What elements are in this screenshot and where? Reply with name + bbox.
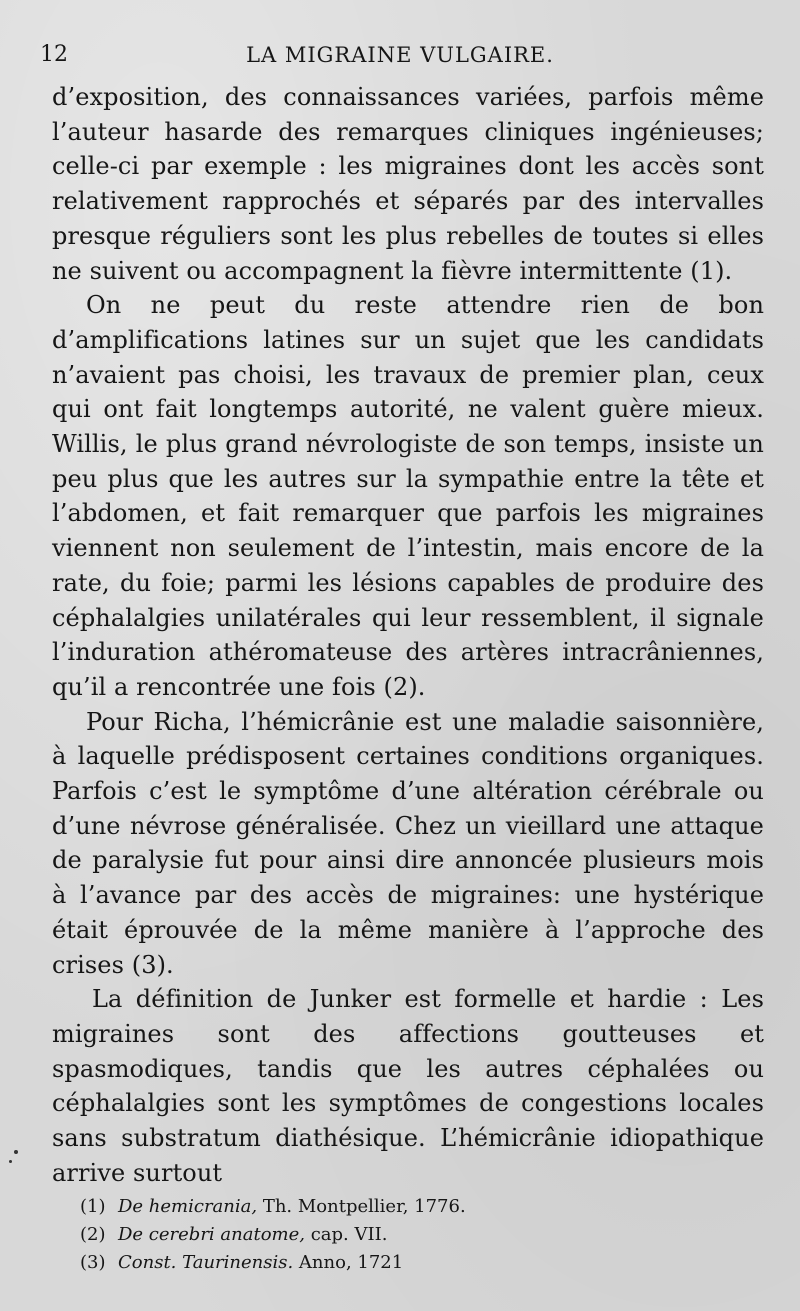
- footnote-2: [80, 1221, 760, 1249]
- paragraph-junker: La définition de Junker est formelle et hardie : Les migraines sont des affections goutteuses et spasmodiques, tandis que les autres céphalées ou céphalalgies sont les symptômes de congestions locales sans substratum diathésique. L’hémicrânie idiopathique arrive surtout: [52, 985, 764, 1187]
- page-header: [40, 40, 760, 70]
- footnote-mark: (3): [80, 1252, 106, 1273]
- footnote-1: [80, 1193, 760, 1221]
- footnote-details: Th. Montpellier, 1776.: [257, 1196, 466, 1217]
- page-number: 12: [40, 42, 68, 67]
- body-text: [52, 80, 764, 1191]
- footnotes: [80, 1193, 760, 1277]
- paragraph-continuation: d’exposition, des connaissances variées, parfois même l’auteur hasarde des remarques cliniques ingénieuses; celle-ci par exemple : les migraines dont les accès sont relativement rapprochés et séparés par des intervalles presque réguliers sont les plus rebelles de toutes si elles ne suivent ou accompagnent la fièvre intermittente (1).: [52, 83, 764, 285]
- footnote-mark: (1): [80, 1196, 106, 1217]
- running-title: LA MIGRAINE VULGAIRE.: [246, 43, 554, 67]
- footnote-mark: (2): [80, 1224, 106, 1245]
- ink-speck: [14, 1150, 18, 1154]
- footnote-3: [80, 1249, 760, 1277]
- footnote-details: cap. VII.: [304, 1224, 388, 1245]
- footnote-title: De hemicrania,: [118, 1196, 258, 1217]
- footnote-title: De cerebri anatome,: [118, 1224, 305, 1245]
- footnote-title: Const. Taurinensis.: [118, 1252, 294, 1273]
- footnote-details: Anno, 1721: [293, 1252, 404, 1273]
- paragraph-richa: Pour Richa, l’hémicrânie est une maladie saisonnière, à laquelle prédisposent certaines conditions organiques. Parfois c’est le symptôme d’une altération cérébrale ou d’une névrose généralisée. Chez un vieillard une attaque de paralysie fut pour ainsi dire annoncée plusieurs mois à l’avance par des accès de migraines: une hystérique était éprouvée de la même manière à l’approche des crises (3).: [52, 707, 764, 979]
- ink-speck: [9, 1160, 12, 1163]
- paragraph-willis: On ne peut du reste attendre rien de bon d’amplifications latines sur un sujet que les candidats n’avaient pas choisi, les travaux de premier plan, ceux qui ont fait longtemps autorité, ne valent guère mieux. Willis, le plus grand névrologiste de son temps, insiste un peu plus que les autres sur la sympathie entre la tête et l’abdomen, et fait remarquer que parfois les migraines viennent non seulement de l’intestin, mais encore de la rate, du foie; parmi les lésions capables de produire des céphalalgies unilatérales qui leur ressemblent, il signale l’induration athéromateuse des artères intracrâniennes, qu’il a rencontrée une fois (2).: [52, 291, 764, 701]
